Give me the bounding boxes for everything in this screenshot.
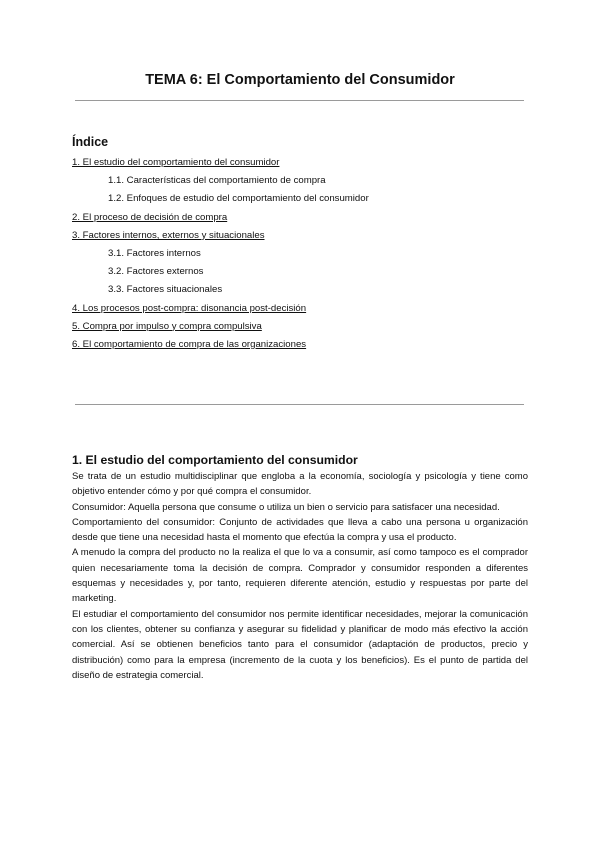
toc-link-2[interactable]: 2. El proceso de decisión de compra (72, 211, 228, 223)
section-body (72, 469, 528, 683)
toc-sublabel-3-2: 3.2. Factores externos (108, 266, 204, 278)
section-divider (75, 404, 524, 405)
toc-link-4[interactable]: 4. Los procesos post-compra: disonancia post-decisión (72, 302, 307, 314)
toc-item (72, 245, 532, 263)
top-divider (75, 100, 524, 101)
index-heading: Índice (72, 135, 109, 149)
toc-item (72, 190, 532, 208)
toc-item (72, 263, 532, 281)
toc-item (72, 300, 532, 318)
toc-item (72, 281, 532, 299)
toc-item (72, 154, 532, 172)
paragraph: El estudiar el comportamiento del consumidor nos permite identificar necesidades, mejorar la comunicación con los clientes, obtener su confianza y asegurar su fidelidad y planificar de modo más efectivo la acción comercial. Así se obtienen beneficios tanto para el consumidor (adaptación de productos, precio y distribución) como para la empresa (incremento de la cuota y los beneficios). Es el punto de partida del diseño de estrategia comercial. (72, 608, 528, 681)
paragraph: Consumidor: Aquella persona que consume o utiliza un bien o servicio para satisfacer una necesidad. (72, 501, 500, 513)
toc-item (72, 336, 532, 354)
paragraph: Se trata de un estudio multidisciplinar que engloba a la economía, sociología y psicología y tiene como objetivo entender cómo y por qué compra el consumidor. (72, 471, 528, 498)
toc-link-3[interactable]: 3. Factores internos, externos y situacionales (72, 229, 265, 241)
toc-sublabel-3-1: 3.1. Factores internos (108, 247, 201, 259)
paragraph: Comportamiento del consumidor: Conjunto de actividades que lleva a cabo una persona u organización desde que tiene una necesidad hasta el momento que efectúa la compra y usa el producto. (72, 516, 528, 544)
toc-item (72, 209, 532, 227)
toc-link-1[interactable]: 1. El estudio del comportamiento del consumidor (72, 157, 280, 168)
toc-item (72, 172, 532, 190)
toc-item (72, 318, 532, 336)
toc-sublabel-3-3: 3.3. Factores situacionales (108, 284, 223, 296)
toc-sublabel-1-1: 1.1. Características del comportamiento de compra (108, 175, 326, 187)
paragraph: A menudo la compra del producto no la realiza el que lo va a consumir, así como tampoco es el comprador quien necesariamente toma la decisión de compra. Comprador y consumidor responden a diferentes esquemas y necesidades y, por tanto, requieren diferente atención, estudio y respuestas por parte del marketing. (72, 547, 528, 605)
section-heading: 1. El estudio del comportamiento del consumidor (72, 453, 358, 467)
toc-item (72, 227, 532, 245)
toc-sublabel-1-2: 1.2. Enfoques de estudio del comportamiento del consumidor (108, 193, 369, 205)
page-title: TEMA 6: El Comportamiento del Consumidor (145, 72, 455, 88)
table-of-contents (72, 154, 532, 354)
toc-link-5[interactable]: 5. Compra por impulso y compra compulsiva (72, 320, 262, 332)
toc-link-6[interactable]: 6. El comportamiento de compra de las organizaciones (72, 338, 307, 350)
